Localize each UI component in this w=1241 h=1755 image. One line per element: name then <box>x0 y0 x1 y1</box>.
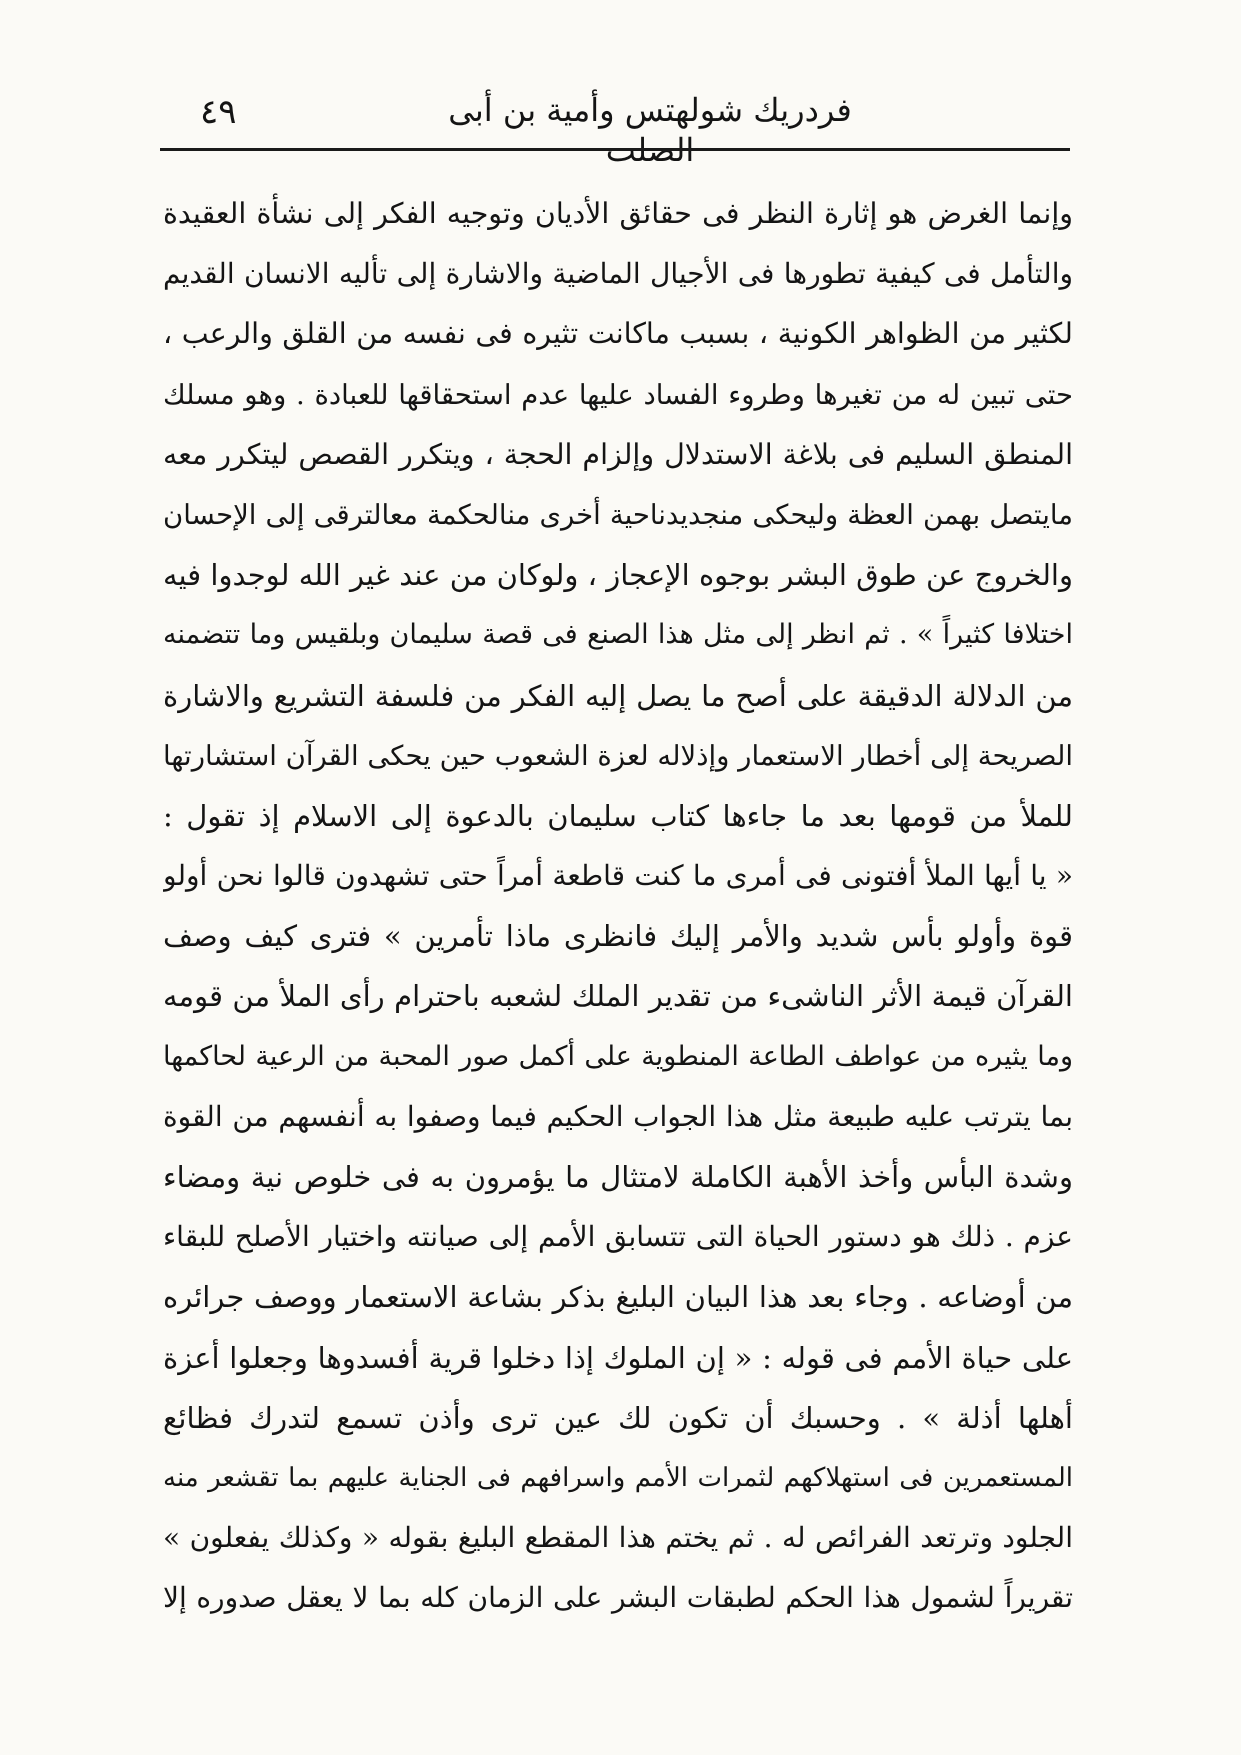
header-divider <box>160 148 1070 151</box>
page-header <box>150 88 1070 169</box>
text-line: بما يترتب عليه طبيعة مثل هذا الجواب الحكيم فيما وصفوا به أنفسهم من القوة <box>163 1099 1073 1133</box>
text-line: المستعمرين فى استهلاكهم لثمرات الأمم واسرافهم فى الجناية عليهم بما تقشعر منه <box>163 1462 1073 1493</box>
text-line: القرآن قيمة الأثر الناشىء من تقدير الملك لشعبه باحترام رأى الملأ من قومه <box>163 979 1073 1014</box>
text-line: وشدة البأس وأخذ الأهبة الكاملة لامتثال ما يؤمرون به فى خلوص نية ومضاء <box>163 1160 1073 1194</box>
text-line: « يا أيها الملأ أفتونى فى أمرى ما كنت قاطعة أمراً حتى تشهدون قالوا نحن أولو <box>163 859 1073 893</box>
body-text <box>163 184 1073 1629</box>
text-line: والتأمل فى كيفية تطورها فى الأجيال الماضية والاشارة إلى تأليه الانسان القديم <box>163 257 1073 291</box>
text-line: الصريحة إلى أخطار الاستعمار وإذلاله لعزة الشعوب حين يحكى القرآن استشارتها <box>163 739 1073 772</box>
text-line: وإنما الغرض هو إثارة النظر فى حقائق الأديان وتوجيه الفكر إلى نشأة العقيدة <box>163 197 1073 230</box>
text-line: الجلود وترتعد الفرائص له . ثم يختم هذا المقطع البليغ بقوله « وكذلك يفعلون » <box>163 1521 1073 1555</box>
text-line: تقريراً لشمول هذا الحكم لطبقات البشر على الزمان كله بما لا يعقل صدوره إلا <box>163 1581 1073 1615</box>
running-title: فردريك شولهتس وأمية بن أبى الصلت <box>448 91 852 169</box>
text-line: للملأ من قومها بعد ما جاءها كتاب سليمان بالدعوة إلى الاسلام إذ تقول : <box>163 798 1073 833</box>
text-line: مايتصل بهمن العظة وليحكى منجديدناحية أخرى منالحكمة معالترقى إلى الإحسان <box>163 498 1073 531</box>
text-line: والخروج عن طوق البشر بوجوه الإعجاز ، ولوكان من عند غير الله لوجدوا فيه <box>163 558 1073 593</box>
text-line: عزم . ذلك هو دستور الحياة التى تتسابق الأمم إلى صيانته واختيار الأصلح للبقاء <box>163 1220 1073 1254</box>
text-line: المنطق السليم فى بلاغة الاستدلال وإلزام الحجة ، ويتكرر القصص ليتكرر معه <box>163 437 1073 471</box>
text-line: قوة وأولو بأس شديد والأمر إليك فانظرى ماذا تأمرين » فترى كيف وصف <box>163 919 1073 954</box>
text-line: على حياة الأمم فى قوله : « إن الملوك إذا دخلوا قرية أفسدوها وجعلوا أعزة <box>163 1340 1073 1375</box>
text-line: اختلافا كثيراً » . ثم انظر إلى مثل هذا الصنع فى قصة سليمان وبلقيس وما تتضمنه <box>163 619 1073 651</box>
text-line: حتى تبين له من تغيرها وطروء الفساد عليها عدم استحقاقها للعبادة . وهو مسلك <box>163 378 1073 411</box>
page-number: ٤٩ <box>200 92 237 132</box>
text-line: أهلها أذلة » . وحسبك أن تكون لك عين ترى وأذن تسمع لتدرك فظائع <box>163 1400 1073 1435</box>
text-line: لكثير من الظواهر الكونية ، بسبب ماكانت تثيره فى نفسه من القلق والرعب ، <box>163 317 1073 351</box>
text-line: وما يثيره من عواطف الطاعة المنطوية على أكمل صور المحبة من الرعية لحاكمها <box>163 1040 1073 1072</box>
text-line: من الدلالة الدقيقة على أصح ما يصل إليه الفكر من فلسفة التشريع والاشارة <box>163 678 1073 713</box>
text-line: من أوضاعه . وجاء بعد هذا البيان البليغ بذكر بشاعة الاستعمار ووصف جرائره <box>163 1280 1073 1315</box>
